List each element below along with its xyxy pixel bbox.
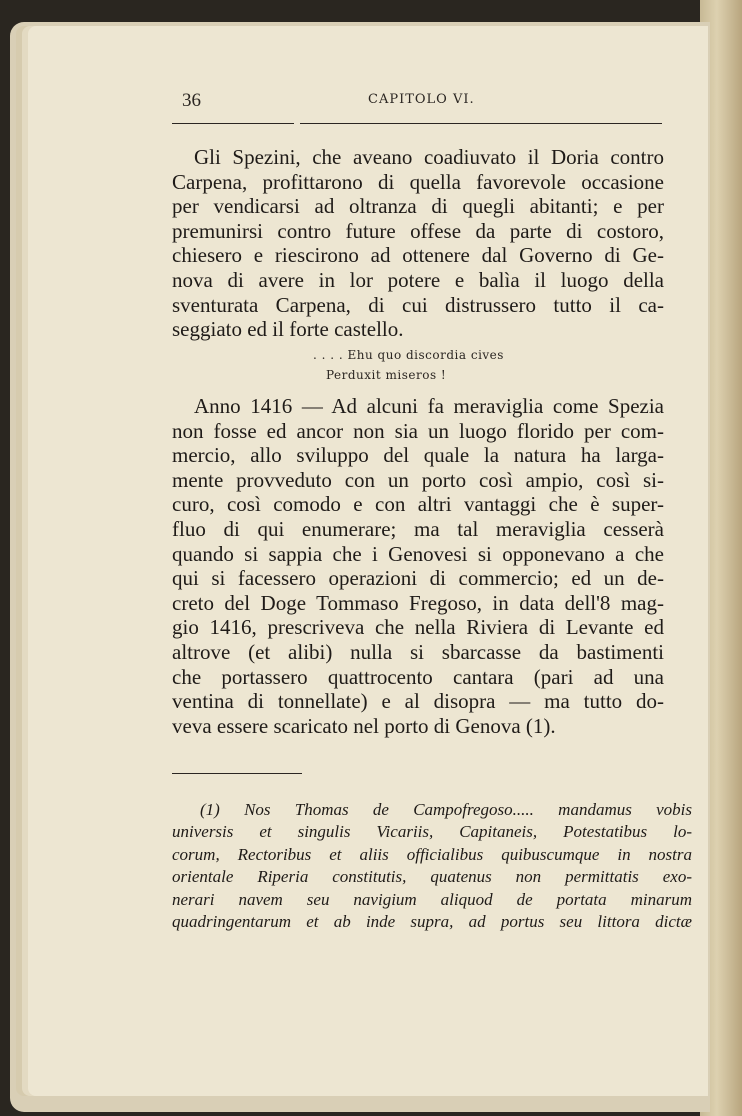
header-rule-right	[300, 123, 662, 124]
latin-quote-line-1: . . . . Ehu quo discordia cives	[313, 348, 504, 362]
text-line: quando si sappia che i Genovesi si opponevano a che	[172, 541, 664, 566]
text-line: veva essere scaricato nel porto di Genova (1).	[172, 713, 556, 738]
header-rule-left	[172, 123, 294, 124]
text-line: fluo di qui enumerare; ma tal meraviglia cesserà	[172, 517, 664, 541]
latin-quote-line-2: Perduxit miseros !	[326, 368, 447, 382]
footnote-line: universis et singulis Vicariis, Capitaneis, Potestatibus lo-	[172, 822, 692, 842]
text-line: Gli Spezini, che aveano coadiuvato il Doria contro	[194, 145, 664, 169]
footnote-line: quadringentarum et ab inde supra, ad portus seu littora dictæ	[172, 912, 692, 931]
footnote-rule	[172, 773, 302, 774]
text-line: mercio, allo sviluppo del quale la natura ha larga-	[172, 443, 664, 468]
footnote-line: corum, Rectoribus et aliis officialibus quibuscumque in nostra	[172, 844, 692, 864]
text-line: chiesero e riescirono ad ottenere dal Governo di Ge-	[172, 243, 664, 268]
footnote-line: orientale Riperia constitutis, quatenus non permittatis exo-	[172, 867, 692, 887]
text-line: mente provveduto con un porto così ampio, così si-	[172, 467, 664, 492]
text-line: creto del Doge Tommaso Fregoso, in data dell'8 mag-	[172, 590, 664, 615]
text-line: sventurata Carpena, di cui distrussero tutto il ca-	[172, 292, 664, 317]
text-line: gio 1416, prescriveva che nella Riviera di Levante ed	[172, 615, 664, 640]
running-title: CAPITOLO VI.	[368, 92, 475, 107]
text-line: non fosse ed ancor non sia un luogo florido per com-	[172, 418, 664, 443]
text-line: qui si facessero operazioni di commercio; ed un de-	[172, 566, 664, 591]
text-line: Anno 1416 — Ad alcuni fa meraviglia come Spezia	[194, 394, 664, 418]
text-line: Carpena, profittarono di quella favorevole occasione	[172, 169, 664, 194]
text-line: altrove (et alibi) nulla si sbarcasse da bastimenti	[172, 640, 664, 664]
text-line: seggiato ed il forte castello.	[172, 317, 404, 342]
text-line: curo, così comodo e con altri vantaggi che è super-	[172, 492, 664, 517]
page-number: 36	[182, 90, 201, 111]
text-line: per vendicarsi ad oltranza di quegli abitanti; e per	[172, 194, 664, 219]
text-line: che portassero quattrocento cantara (pari ad una	[172, 664, 664, 689]
footnote-line: (1) Nos Thomas de Campofregoso..... mandamus vobis	[200, 800, 692, 819]
text-line: ventina di tonnellate) e al disopra — ma tutto do-	[172, 689, 664, 714]
footnote-line: nerari navem seu navigium aliquod de portata minarum	[172, 889, 692, 909]
page-header	[172, 90, 662, 110]
text-line: nova di avere in lor potere e balìa il luogo della	[172, 268, 664, 292]
text-line: premunirsi contro future offese da parte di costoro,	[172, 218, 664, 243]
